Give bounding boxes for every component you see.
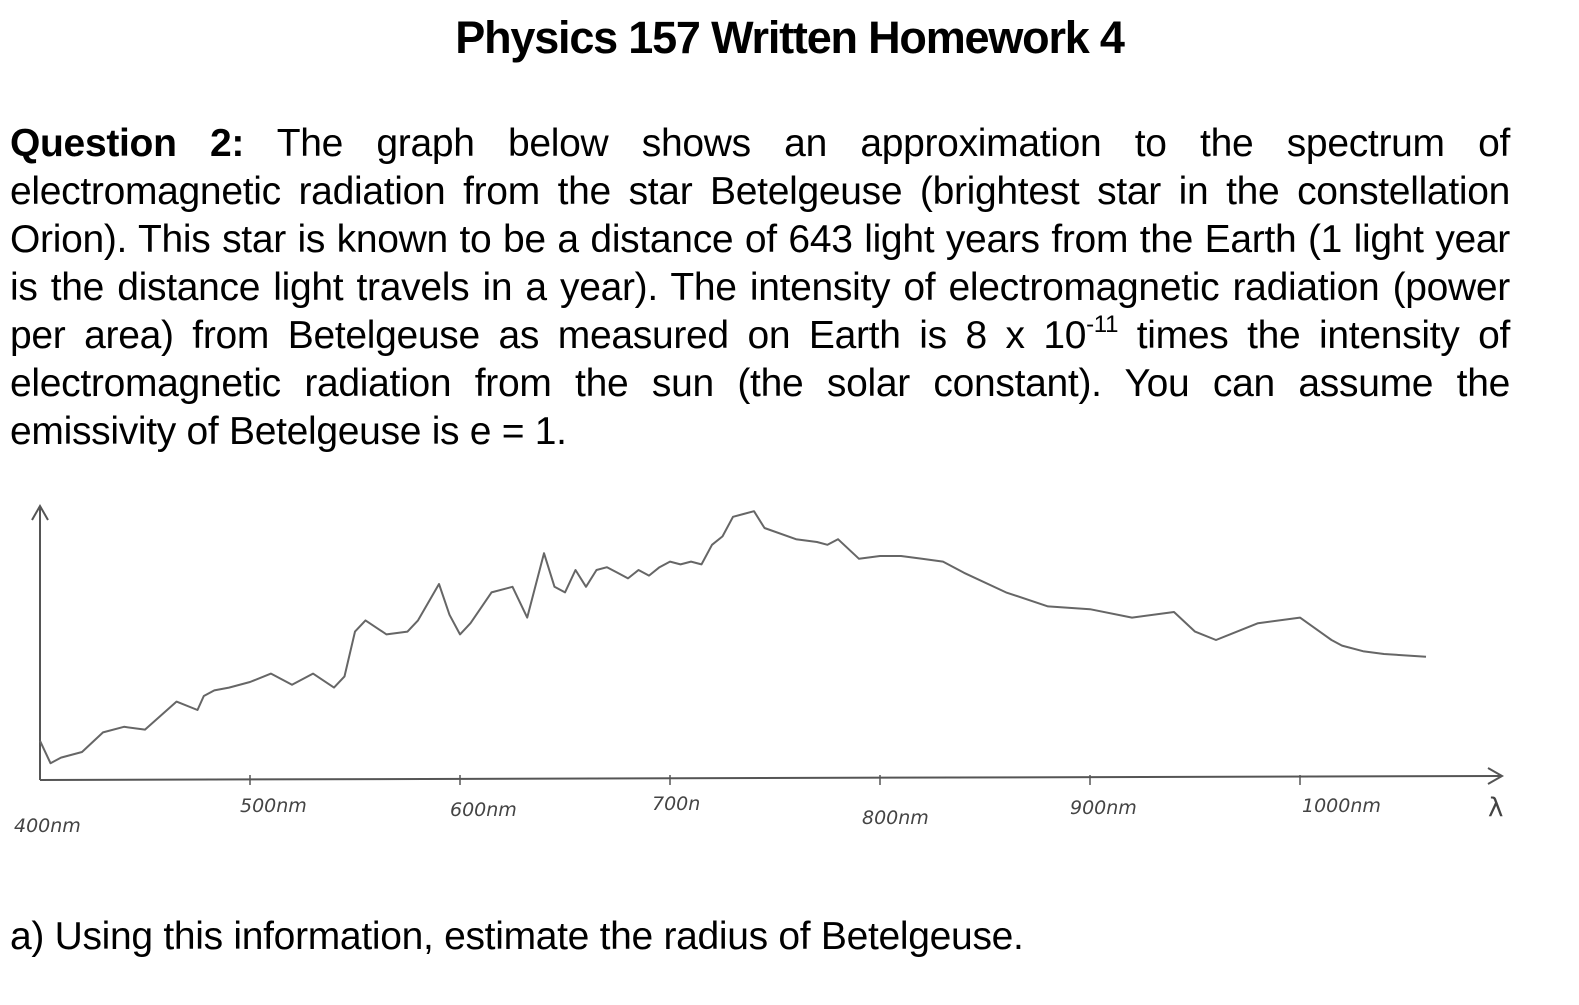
- x-axis-lambda-label: λ: [1488, 793, 1504, 823]
- spectrum-graph: [0, 490, 1579, 850]
- x-tick-label-400nm: 400nm: [14, 815, 81, 837]
- x-tick-label-800nm: 800nm: [862, 807, 929, 829]
- x-tick-label-500nm: 500nm: [240, 795, 307, 817]
- x-tick-label-1000nm: 1000nm: [1302, 795, 1381, 817]
- question-2-text: [10, 120, 1510, 456]
- x-tick-label-900nm: 900nm: [1070, 797, 1137, 819]
- x-axis: [40, 776, 1500, 780]
- x-axis-tick-labels: [14, 793, 1381, 837]
- question-body-part-2: times the intensity of electromagnetic radiation from the sun (the solar constant). You can assume the emissivity of Betelgeuse is e = 1.: [10, 314, 1510, 453]
- spectrum-curve: [40, 511, 1426, 763]
- question-body-part-1: The graph below shows an approximation to the spectrum of electromagnetic radiation from the star Betelgeuse (brightest star in the constellation Orion). This star is known to be a distance of 643 light years from the Earth (1 light year is the distance light travels in a year). The intensity of electromagnetic radiation (power per area) from Betelgeuse as measured on Earth is 8 x 10: [10, 122, 1510, 357]
- document-title: Physics 157 Written Homework 4: [455, 12, 1124, 63]
- exponent: -11: [1086, 311, 1119, 338]
- x-tick-label-700n: 700n: [652, 793, 701, 815]
- x-tick-label-600nm: 600nm: [450, 799, 517, 821]
- question-label: Question 2:: [10, 122, 245, 165]
- part-a-question: a) Using this information, estimate the radius of Betelgeuse.: [10, 915, 1024, 958]
